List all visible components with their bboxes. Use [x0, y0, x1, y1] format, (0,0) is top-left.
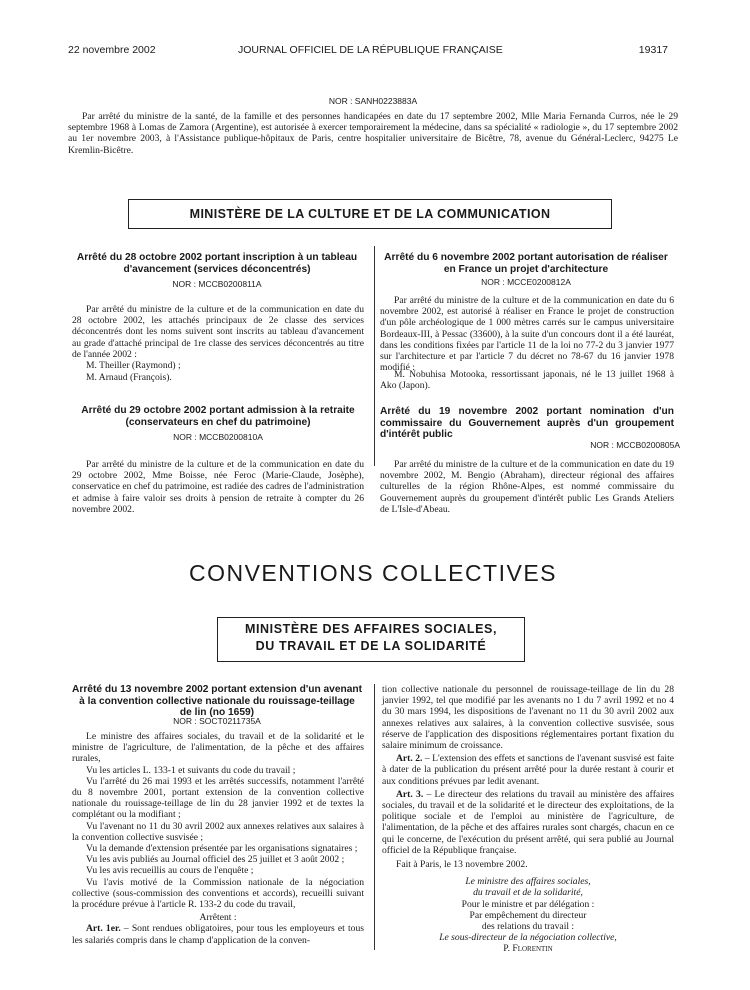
arrete-28-octobre-nor: NOR : MCCB0200811A: [172, 279, 262, 289]
arrete-28-octobre-title: Arrêté du 28 octobre 2002 portant inscription à un tableau d'avancement (services déconcentrés): [76, 252, 358, 275]
ministry-box-line-1: MINISTÈRE DES AFFAIRES SOCIALES,: [244, 622, 498, 636]
article-3-text: – Le directeur des relations du travail au ministère des affaires sociales, du travail et de la solidarité et le directeur des exploitations, de la politique sociale et de l'emploi au ministère de l'agriculture, de l'alimentation, de la pêche et des affaires rurales sont chargés, chacun en ce qui le concerne, de l'exécution du présent arrêté, qui sera publié au Journal officiel de la République française.: [382, 788, 675, 856]
header-date: 22 novembre 2002: [68, 44, 156, 56]
article-2-label: Art. 2.: [396, 753, 423, 765]
signature-line: du travail et de la solidarité,: [473, 887, 583, 899]
top-nor: NOR : SANH0223883A: [328, 96, 418, 106]
ministry-affaires-sociales-box: [217, 617, 525, 662]
arrete-13-novembre-nor: NOR : SOCT0211735A: [173, 716, 261, 726]
signature-line: Le sous-directeur de la négociation collective,: [439, 932, 617, 944]
arrete-29-octobre-paragraph: Par arrêté du ministre de la culture et de la communication en date du 29 octobre 2002, Mme Boisse, née Feroc (Marie-Claude, Josèphe), conservatice en chef du patrimoine, est radiée des cadres de l'administration et admise à faire valoir ses droits à pension de retraite à compter du 26 novembre 2002.: [72, 459, 364, 515]
arrete-29-octobre-nor: NOR : MCCB0200810A: [173, 432, 263, 442]
arrete-28-octobre-paragraph: Par arrêté du ministre de la culture et de la communication en date du 28 octobre 2002, les attachés principaux de 2e classe des services déconcentrés dont les noms suivent sont inscrits au tableau d'avancement au grade d'attaché principal de 1re classe des services déconcentrés au titre de l'année 2002 :: [72, 304, 364, 360]
visa-paragraph: Vu les avis recueillis au cours de l'enquête ;: [86, 865, 254, 877]
arretent-label: Arrêtent :: [199, 912, 237, 924]
article-2-text: – L'extension des effets et sanctions de l'avenant susvisé est faite à dater de la publication du présent arrêté pour la durée restant à courir et aux conditions prévues par ledit avenant.: [382, 753, 674, 787]
top-notice-paragraph: Par arrêté du ministre de la santé, de la famille et des personnes handicapées en date du 17 septembre 2002, Mlle Maria Fernanda Curros, née le 29 septembre 1968 à Lomas de Zamora (Argentine), est autorisée à exercer temporairement la médecine, dans sa spécialité « radiologie », du 17 septembre 2002 au 1er novembre 2003, à l'Assistance publique-hôpitaux de Paris, centre hospitalier universitaire de Bicêtre, 78, avenue du Général-Leclerc, 94275 Le Kremlin-Bicêtre.: [68, 111, 678, 156]
visa-paragraph: Vu l'avenant no 11 du 30 avril 2002 aux annexes relatives aux salaires à la convention collective susvisée ;: [72, 820, 364, 843]
visa-paragraph: Vu les avis publiés au Journal officiel des 25 juillet et 3 août 2002 ;: [86, 854, 345, 866]
arrete-19-novembre-title: Arrêté du 19 novembre 2002 portant nomination d'un commissaire du Gouvernement auprès d'un groupement d'intérêt public: [380, 406, 674, 440]
signature-line: Par empêchement du directeur: [469, 909, 587, 921]
column-divider: [374, 246, 375, 466]
article-3-label: Art. 3.: [396, 788, 424, 800]
column-divider-bottom: [374, 684, 375, 950]
article-1-paragraph: [72, 923, 364, 945]
signature-line: Le ministre des affaires sociales,: [465, 876, 591, 888]
arrete-19-novembre-paragraph: Par arrêté du ministre de la culture et de la communication en date du 19 novembre 2002, M. Bengio (Abraham), directeur régional des affaires culturelles de la région Rhône-Alpes, est nommé commissaire du Gouvernement auprès du groupement d'intérêt public Les Grands Ateliers de L'Isle-d'Abeau.: [380, 459, 674, 515]
signature-line: des relations du travail :: [481, 921, 575, 933]
visa-paragraph: Vu les articles L. 133-1 et suivants du code du travail ;: [86, 764, 296, 776]
ministry-culture-box: MINISTÈRE DE LA CULTURE ET DE LA COMMUNICATION: [128, 199, 612, 229]
ministry-box-line-2: DU TRAVAIL ET DE LA SOLIDARITÉ: [255, 639, 487, 653]
conventions-collectives-title: CONVENTIONS COLLECTIVES: [188, 560, 558, 586]
arrete-13-novembre-visas: [72, 731, 364, 946]
arrete-13-novembre-continuation: [382, 684, 674, 955]
article-1-continuation: tion collective nationale du personnel de rouissage-teillage de lin du 28 janvier 1992, tel que modifié par les avenants no 1 du 7 avril 1992 et no 4 du 30 mars 1994, les dispositions de l'avenant no 11 du 30 avril 2002 aux annexes relatives aux salaires, à la convention collective susvisée, sous réserve de l'application des dispositions réglementaires portant fixation du salaire minimum de croissance.: [382, 684, 674, 752]
arrete-6-novembre-title: Arrêté du 6 novembre 2002 portant autorisation de réaliser en France un projet d'architecture: [384, 252, 668, 275]
article-1-text: – Sont rendues obligatoires, pour tous les employeurs et tous les salariés compris dans le champ d'application de la conven-: [72, 923, 364, 946]
signature-line: Pour le ministre et par délégation :: [461, 898, 595, 910]
article-1-label: Art. 1er.: [86, 923, 121, 935]
header-journal-title: JOURNAL OFFICIEL DE LA RÉPUBLIQUE FRANÇAISE: [238, 44, 503, 56]
arrete-13-novembre-title: Arrêté du 13 novembre 2002 portant extension d'un avenant à la convention collective nationale du rouissage-teillage de lin (no 1659): [72, 684, 363, 718]
visa-paragraph: Vu l'avis motivé de la Commission nationale de la négociation collective (sous-commission des conventions et accords), recueilli suivant la procédure prévue à l'article R. 133-2 du code du travail,: [72, 876, 364, 911]
signature-block: [382, 876, 674, 954]
arrete-6-novembre-nor: NOR : MCCE0200812A: [481, 277, 571, 287]
arrete-28-octobre-name-1: M. Theiller (Raymond) ;: [86, 360, 181, 371]
article-3-paragraph: [382, 789, 674, 856]
arrete-29-octobre-title: Arrêté du 29 octobre 2002 portant admission à la retraite (conservateurs en chef du patrimoine): [81, 405, 355, 428]
article-2-paragraph: [382, 753, 674, 787]
page-header: [68, 44, 668, 58]
arrete-6-novembre-paragraph: Par arrêté du ministre de la culture et de la communication en date du 6 novembre 2002, est autorisé à réaliser en France le projet de construction d'un pôle archéologique de 1 000 mètres carrés sur le campus universitaire Bordeaux-III, à Pessac (33600), à la suite d'un concours dont il a été lauréat, dans les conditions fixées par l'article 11 de la loi no 77-2 du 3 janvier 1977 sur l'architecture et par l'article 7 du décret no 78-67 du 16 janvier 1978 modifié :: [380, 295, 674, 374]
arrete-19-novembre-nor: NOR : MCCB0200805A: [590, 440, 680, 450]
visa-paragraph: Vu l'arrêté du 26 mai 1993 et les arrêtés successifs, notamment l'arrêté du 8 novembre 2001, portant extension de la convention collective nationale du rouissage-teillage de lin du 28 janvier 1992 et de textes la complétant ou la modifiant ;: [72, 775, 364, 821]
signature-name: P. Florentin: [503, 943, 553, 955]
arrete-28-octobre-name-2: M. Arnaud (François).: [86, 372, 172, 383]
visa-paragraph: Le ministre des affaires sociales, du travail et de la solidarité et le ministre de l'agriculture, de l'alimentation, de la pêche et des affaires rurales,: [72, 731, 364, 765]
arrete-6-novembre-name: M. Nobuhisa Motooka, ressortissant japonais, né le 13 juillet 1968 à Ako (Japon).: [380, 369, 674, 392]
fait-a-paris: Fait à Paris, le 13 novembre 2002.: [396, 859, 528, 871]
header-page-number: 19317: [638, 44, 668, 56]
visa-paragraph: Vu la demande d'extension présentée par les organisations signataires ;: [86, 843, 358, 855]
